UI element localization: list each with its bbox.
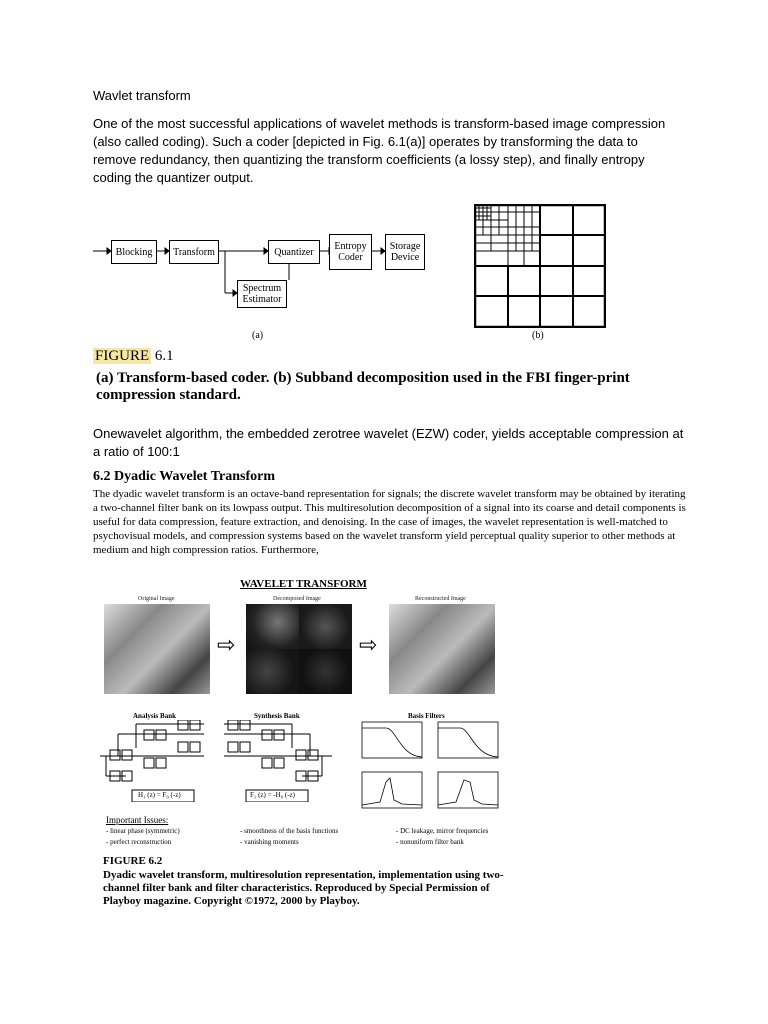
ezw-paragraph: Onewavelet algorithm, the embedded zerotree wavelet (EZW) coder, yields acceptable compression at a ratio of 100:1 [93,426,684,459]
issue-item: - vanishing moments [240,838,299,846]
entropy-coder-box: Entropy Coder [329,234,372,270]
figure-6-2-caption: Dyadic wavelet transform, multiresolution representation, implementation using two-channel filter bank and filter characteristics. Reproduced by Special Permission of Playboy magazine. Copyright ©1972, 2000 by Playboy. [103,869,504,907]
section-title: 6.2 Dyadic Wavelet Transform [93,469,275,484]
transform-box: Transform [169,240,219,264]
synthesis-filter-equation: F₁ (z) = -H₀ (-z) [250,791,295,799]
reconstructed-image [389,604,495,694]
decomposed-image [246,604,352,694]
arrow-right-icon: ⇨ [217,632,236,657]
document-heading: Wavlet transform [93,88,191,103]
figure-caption-b: (b) [532,330,544,341]
quantizer-box: Quantizer [268,240,320,264]
issue-item: - linear phase (symmetric) [106,827,180,835]
figure-caption-a: (a) [252,330,264,341]
original-image-label: Original Image [138,596,175,602]
figure-6-1-label [93,348,174,365]
intro-paragraph: One of the most successful applications of wavelet methods is transform-based image compression (also called coding). Such a coder [depicted in Fig. 6.1(a)] operates by transforming the data to remove redundancy, then quantizing the transform coefficients (a lossy step), and finally entropy coding the quantizer output. [93,116,666,185]
section-body: The dyadic wavelet transform is an octave-band representation for signals; the discrete wavelet transform may be obtained by iterating a two-channel filter bank on its lowpass output. This multiresolution decomposition of a signal into its coarse and detail components is useful for data compression, feature extraction, and denoising. In the case of images, the wavelet representation is well-matched to psychovisual models, and compression systems based on the wavelet transform yield perceptual quality superior to other methods at medium and high compression ratios. Furthermore, [93,488,686,556]
basis-filters-title: Basis Filters [408,712,445,720]
issue-item: - nonuniform filter bank [396,838,464,846]
filter-bank-diagram [96,720,336,802]
storage-device-box: Storage Device [385,234,425,270]
important-issues-title: Important Issues: [106,815,169,825]
figure-label-highlight: FIGURE [95,348,150,364]
blocking-box: Blocking [111,240,157,264]
arrow-right-icon: ⇨ [359,632,378,657]
synthesis-bank-title: Synthesis Bank [254,712,300,720]
issue-item: - DC leakage, mirror frequencies [396,827,489,835]
figure-number: 6.1 [154,348,174,364]
analysis-filter-equation: H₁ (z) = F₀ (-z) [138,791,181,799]
wavelet-transform-title: WAVELET TRANSFORM [240,578,367,590]
coder-diagram [93,228,473,328]
analysis-bank-title: Analysis Bank [133,712,176,720]
reconstructed-image-label: Reconstructed Image [415,596,466,602]
issue-item: - perfect reconstruction [106,838,172,846]
original-image [104,604,210,694]
figure-6-2-label: FIGURE 6.2 [103,855,163,867]
basis-filters-plots [352,720,502,812]
subband-decomposition-grid [474,204,606,328]
spectrum-estimator-box: Spectrum Estimator [237,280,287,308]
issue-item: - smoothness of the basis functions [240,827,339,835]
decomposed-image-label: Decomposed Image [273,596,321,602]
figure-6-1-caption: (a) Transform-based coder. (b) Subband decomposition used in the FBI finger-print compression standard. [96,370,630,403]
